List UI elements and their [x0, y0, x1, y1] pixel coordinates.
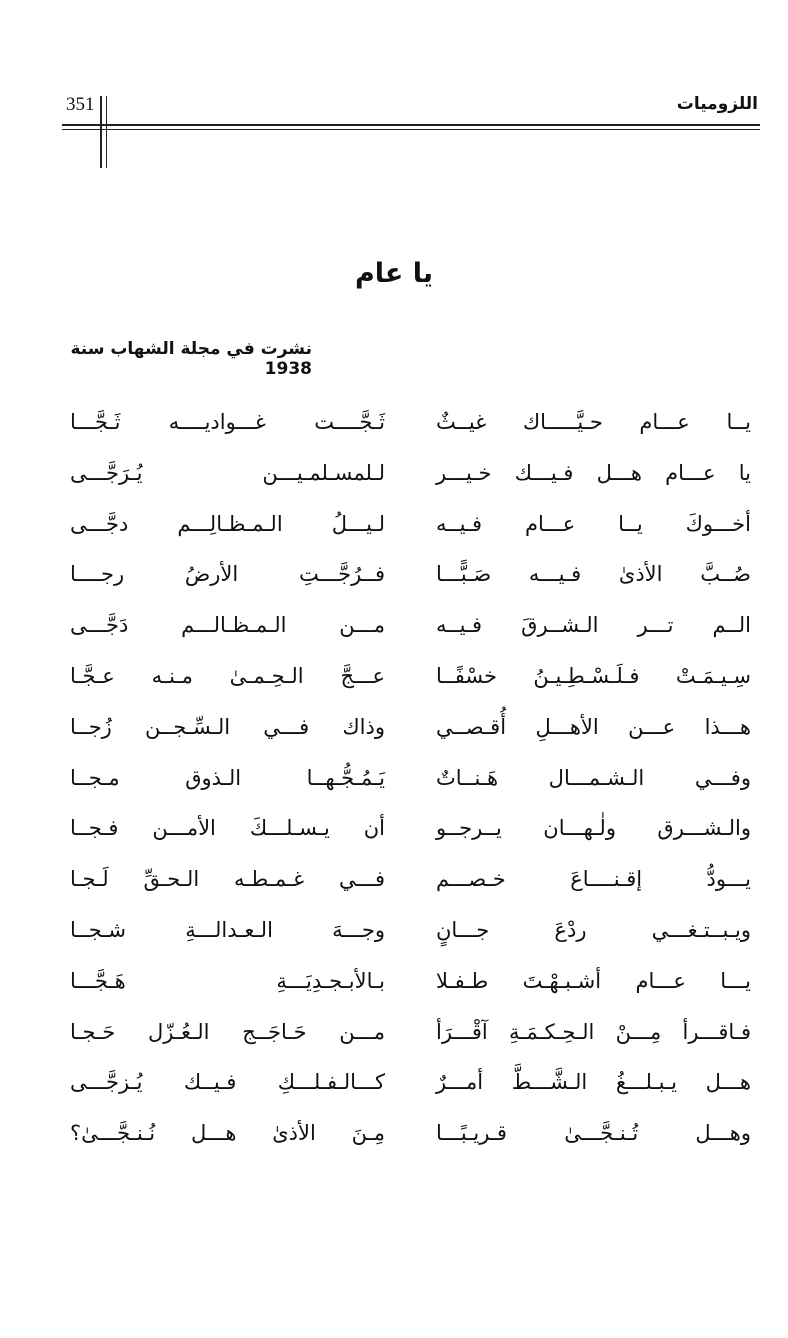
publication-note: نشرت في مجلة الشهاب سنة 1938: [70, 339, 312, 379]
verse-second-hemistich: ثَـجَّــــت غـــواديــــه ثَـجَّـــا: [70, 410, 385, 434]
poem-title: يا عام: [354, 258, 434, 289]
verse-second-hemistich: عـــجَّ الـحِـمـىٰ مـنـه عـجَّـا: [70, 664, 385, 688]
header-vertical-rule: [100, 96, 102, 168]
verse-second-hemistich: بـالأبـجـدِيَـــةِ هَـجَّـــا: [70, 968, 385, 993]
verse-first-hemistich: والـشـــرق ولٰـهـــان يــرجــو: [436, 816, 751, 841]
verse-first-hemistich: الــم تـــر الـشــرقَ فـيــه: [436, 613, 751, 638]
verse-line: [0, 453, 788, 503]
verse-first-hemistich: هـــل يـبـلـــغُ الـشَّـــطَّ أمـــرٌ: [436, 1070, 751, 1095]
verse-second-hemistich: وجـــهَ الـعـدالـــةِ شـجــا: [70, 918, 385, 942]
verse-line: [0, 554, 788, 604]
verse-first-hemistich: صُــبَّ الأذىٰ فـيـــه صَـبًّـــا: [436, 562, 751, 587]
verse-first-hemistich: وهـــل تُـنـجَّـــىٰ قـريـبًـــا: [436, 1121, 751, 1146]
verse-second-hemistich: فــرُجَّـــتِ الأرضُ رجــــا: [70, 562, 385, 587]
verse-first-hemistich: يــا عـــام حـيَّـــــاك غيــثٌ: [436, 410, 751, 434]
verse-line: [0, 504, 788, 554]
verse-second-hemistich: كـــالـفـلـــكِ فـيــك يُـزجَّـــى: [70, 1070, 385, 1095]
verse-line: [0, 808, 788, 858]
verse-first-hemistich: فـاقـــرأ مِـــنْ الـحِـكـمَـةِ آقْـــرَأ: [436, 1019, 751, 1044]
verse-first-hemistich: يـــا عـــام أشـبـهْـتَ طـفـلا: [436, 968, 751, 993]
verse-second-hemistich: مـــن الـمـظـالـــم دَجَّـــى: [70, 613, 385, 638]
verse-second-hemistich: لـيـــلُ الـمـظـالِـــم دجَّـــى: [70, 511, 385, 536]
verse-line: [0, 605, 788, 655]
verse-line: [0, 961, 788, 1011]
verse-second-hemistich: وذاك فـــي الـسِّـجــن زُجــا: [70, 714, 385, 739]
verse-line: [0, 707, 788, 757]
verse-first-hemistich: وفـــي الـشـمـــال هَـنــاتٌ: [436, 765, 751, 790]
verse-line: [0, 402, 788, 452]
verse-first-hemistich: هـــذا عـــن الأهـــلِ أُقـصــي: [436, 714, 751, 739]
verse-first-hemistich: يا عـــام هـــل فـيـــك خـيـــر: [436, 460, 751, 485]
verse-line: [0, 656, 788, 706]
verse-line: [0, 758, 788, 808]
verse-second-hemistich: مِـنَ الأذىٰ هـــل نُـنـجَّـــىٰ؟: [70, 1121, 385, 1146]
verse-line: [0, 1062, 788, 1112]
page-number: 351: [66, 94, 95, 115]
verse-line: [0, 910, 788, 960]
verse-line: [0, 1012, 788, 1062]
verse-second-hemistich: يَـمُـجُّـهــا الـذوق مـجــا: [70, 765, 385, 790]
verse-line: [0, 1113, 788, 1163]
header-rule-thick: [62, 124, 760, 126]
verse-second-hemistich: أن يـسـلـــكَ الأمـــن فـجــا: [70, 816, 385, 841]
verse-line: [0, 859, 788, 909]
verse-first-hemistich: ويـبــتـغـــي ردْعَ جـــانٍ: [436, 918, 751, 942]
verse-first-hemistich: يـــودُّ إقـنــــاعَ خـصـــم: [436, 867, 751, 892]
header-rule-thin: [62, 129, 760, 130]
verse-second-hemistich: لـلمسـلمـيـــن يُـرَجَّـــى: [70, 460, 385, 485]
header-vertical-rule-thin: [106, 96, 107, 168]
verse-second-hemistich: فـــي غـمـطـه الـحـقِّ لَـجـا: [70, 867, 385, 892]
verse-second-hemistich: مـــن حَـاجَــج الـعُـزّل حَـجـا: [70, 1019, 385, 1044]
running-header-title: اللزوميات: [676, 94, 758, 114]
verse-first-hemistich: أخـــوكَ يــا عـــام فـيــه: [436, 511, 751, 536]
verse-first-hemistich: سِـيـمَـتْ فـلَـسْـطِـيـنُ خسْفًــا: [436, 664, 751, 688]
